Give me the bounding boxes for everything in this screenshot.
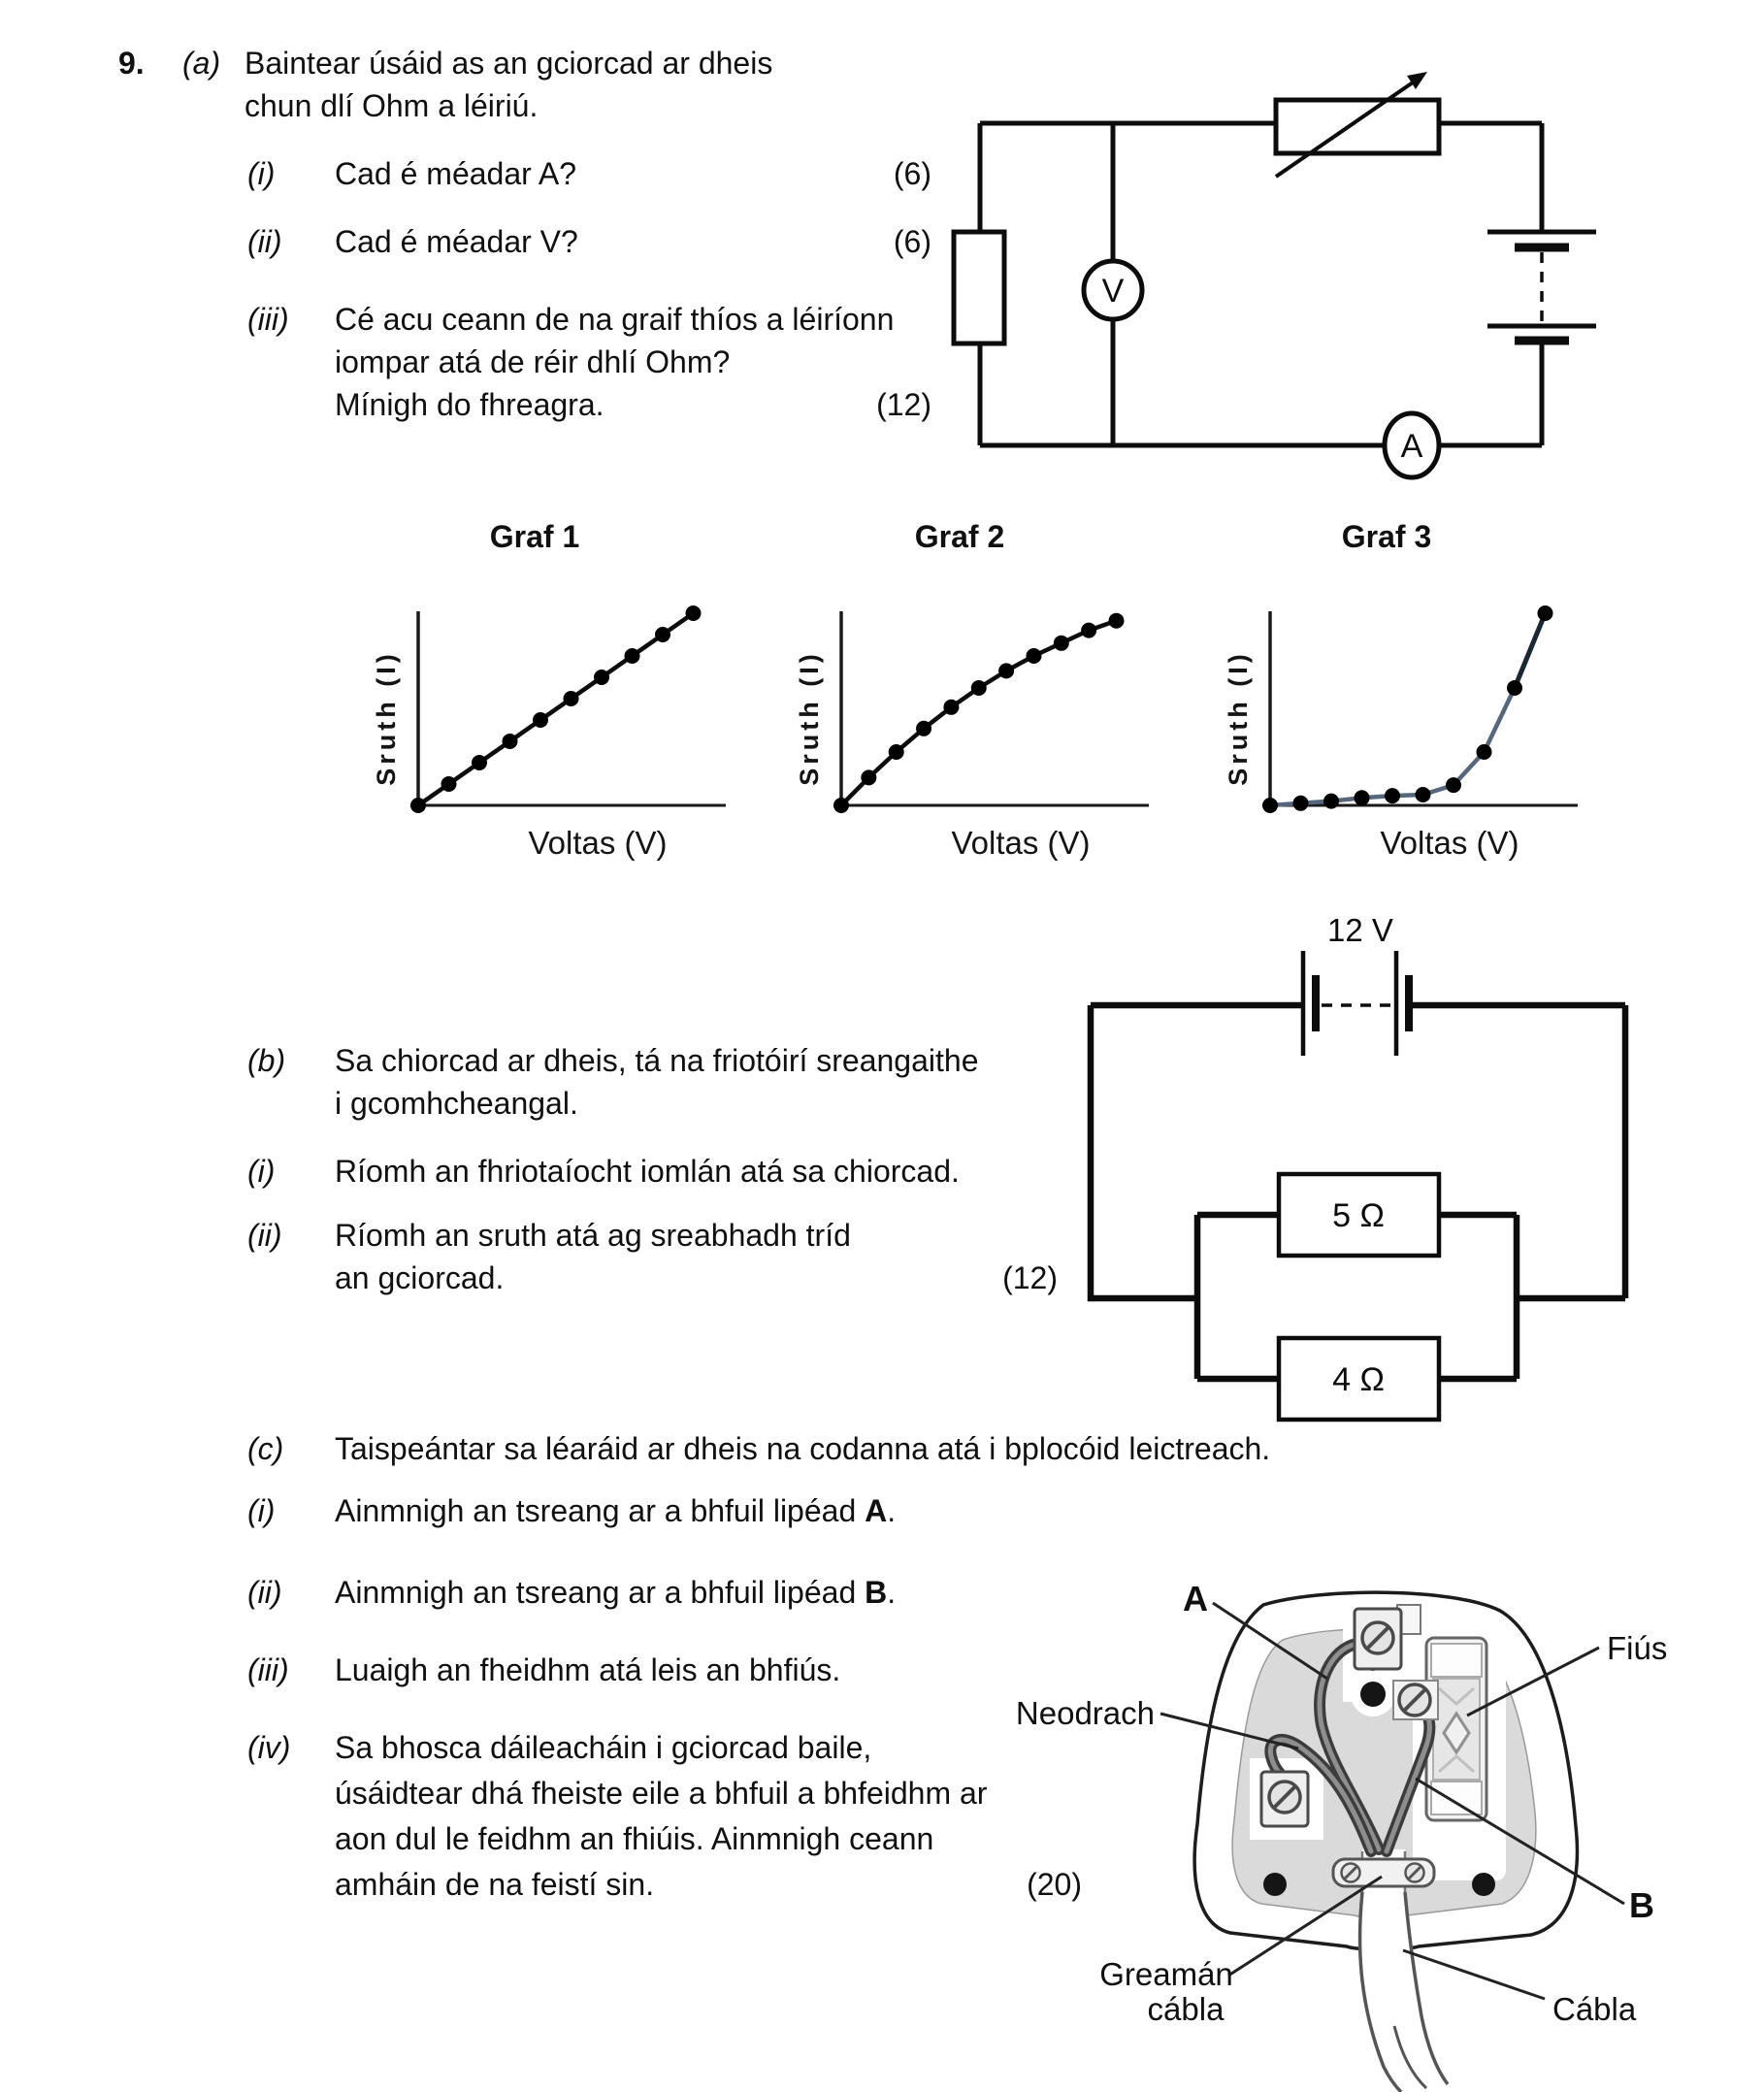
c-item-iii-text: Luaigh an fheidhm atá leis an bhfiús. bbox=[335, 1652, 841, 1687]
data-point bbox=[943, 700, 959, 715]
plug-label-b: B bbox=[1629, 1885, 1654, 1925]
data-point bbox=[564, 691, 579, 706]
voltmeter-label: V bbox=[1101, 273, 1125, 310]
data-point bbox=[594, 670, 609, 685]
c-item-iv-line-2: úsáidtear dhá fheiste eile a bhfuil a bhfeidhm ar bbox=[335, 1776, 988, 1811]
plug-diagram bbox=[970, 1543, 1764, 2092]
ohm-law-circuit-diagram bbox=[946, 58, 1625, 490]
data-point bbox=[1446, 777, 1461, 793]
item-iii-line-3: Mínigh do fhreagra. bbox=[335, 387, 604, 422]
resistor-icon bbox=[954, 232, 1004, 343]
c-item-iii-label: (iii) bbox=[247, 1652, 289, 1687]
part-a-label: (a) bbox=[182, 46, 221, 81]
c-item-iv-marks: (20) bbox=[1027, 1867, 1082, 1902]
neutral-pin-dot bbox=[1263, 1873, 1287, 1896]
wire-letter-a: A bbox=[865, 1493, 888, 1528]
battery-icon bbox=[1487, 232, 1596, 341]
c-item-iv-label: (iv) bbox=[247, 1730, 291, 1765]
x-axis-label: Voltas (V) bbox=[951, 825, 1091, 861]
plug-label-neodrach: Neodrach bbox=[1015, 1695, 1155, 1731]
data-point bbox=[1262, 798, 1278, 813]
parallel-resistors-circuit-diagram bbox=[1077, 902, 1640, 1431]
wire-letter-b: B bbox=[865, 1575, 888, 1610]
x-axis-label: Voltas (V) bbox=[1380, 825, 1519, 861]
data-point bbox=[1477, 744, 1492, 760]
b-item-ii-line-2: an gciorcad. bbox=[335, 1260, 505, 1295]
data-point bbox=[889, 744, 904, 760]
item-i-marks: (6) bbox=[893, 156, 931, 191]
item-i-label: (i) bbox=[247, 156, 276, 191]
b-item-i-text: Ríomh an fhriotaíocht iomlán atá sa chiorcad. bbox=[335, 1154, 960, 1189]
plug-label-greaman-line-1: Greamán bbox=[1099, 1956, 1233, 1992]
plug-label-greaman-line-2: cábla bbox=[1147, 1991, 1225, 2027]
item-ii-label: (ii) bbox=[247, 224, 282, 259]
data-point bbox=[655, 627, 670, 642]
earth-pin-dot bbox=[1360, 1682, 1386, 1707]
series-line bbox=[841, 621, 1117, 805]
y-axis-label: Sruth (I) bbox=[795, 650, 824, 786]
data-point bbox=[1385, 788, 1400, 803]
resistor-4-ohm-label: 4 Ω bbox=[1332, 1361, 1385, 1398]
series-graf-1 bbox=[410, 605, 702, 813]
series-line bbox=[418, 613, 694, 805]
series-line bbox=[1270, 613, 1546, 805]
battery-voltage-label: 12 V bbox=[1327, 912, 1393, 948]
data-point bbox=[686, 605, 702, 621]
plug-label-a: A bbox=[1183, 1579, 1208, 1618]
ammeter-label: A bbox=[1400, 428, 1423, 465]
graf-2-plot bbox=[793, 572, 1171, 873]
item-iii-line-1: Cé acu ceann de na graif thíos a léiríonn bbox=[335, 302, 895, 337]
leader-cabla bbox=[1403, 1950, 1545, 1999]
graf-1-title: Graf 1 bbox=[489, 519, 580, 554]
data-point bbox=[1081, 623, 1096, 638]
data-point bbox=[441, 776, 457, 792]
c-item-ii-text: Ainmnigh an tsreang ar a bhfuil lipéad B. bbox=[335, 1575, 897, 1610]
graf-3-title: Graf 3 bbox=[1341, 519, 1432, 554]
c-item-ii-label: (ii) bbox=[247, 1575, 282, 1610]
part-a-line-2: chun dlí Ohm a léiriú. bbox=[245, 88, 539, 123]
graf-1-plot bbox=[370, 572, 748, 873]
data-point bbox=[1416, 787, 1431, 802]
item-ii-marks: (6) bbox=[893, 224, 931, 259]
live-terminal bbox=[1393, 1681, 1438, 1719]
y-axis-label: Sruth (I) bbox=[372, 650, 401, 786]
b-item-ii-line-1: Ríomh an sruth atá ag sreabhadh tríd bbox=[335, 1218, 851, 1253]
data-point bbox=[998, 663, 1014, 678]
b-item-ii-marks: (12) bbox=[1002, 1260, 1058, 1295]
data-point bbox=[1109, 613, 1125, 629]
variable-resistor-icon bbox=[1276, 100, 1439, 153]
b-item-i-label: (i) bbox=[247, 1154, 276, 1189]
part-a-line-1: Baintear úsáid as an gciorcad ar dheis bbox=[245, 46, 773, 81]
c-item-iv-line-1: Sa bhosca dáileacháin i gciorcad baile, bbox=[335, 1730, 872, 1765]
x-axis-label: Voltas (V) bbox=[528, 825, 668, 861]
c-item-iv-line-3: aon dul le feidhm an fhiúis. Ainmnigh ceann bbox=[335, 1821, 934, 1856]
plug-label-fius: Fiús bbox=[1607, 1630, 1668, 1666]
data-point bbox=[1293, 796, 1309, 811]
wire-right bbox=[1517, 1005, 1625, 1298]
c-item-iv-line-4: amháin de na feistí sin. bbox=[335, 1867, 655, 1902]
data-point bbox=[1054, 636, 1069, 651]
part-b-label: (b) bbox=[247, 1043, 286, 1078]
neutral-terminal bbox=[1261, 1772, 1308, 1826]
item-iii-line-2: iompar atá de réir dhlí Ohm? bbox=[335, 344, 731, 379]
data-point bbox=[533, 712, 548, 728]
resistor-5-ohm-label: 5 Ω bbox=[1332, 1197, 1385, 1234]
plug-label-cabla: Cábla bbox=[1552, 1991, 1637, 2027]
data-point bbox=[625, 648, 640, 664]
live-pin-dot bbox=[1472, 1873, 1495, 1896]
c-item-i-text: Ainmnigh an tsreang ar a bhfuil lipéad A. bbox=[335, 1493, 897, 1528]
series-graf-2 bbox=[833, 613, 1125, 813]
question-number: 9. bbox=[118, 46, 145, 81]
series-graf-3 bbox=[1262, 605, 1553, 813]
y-axis-label: Sruth (I) bbox=[1224, 650, 1253, 786]
data-point bbox=[1323, 794, 1339, 809]
part-c-label: (c) bbox=[247, 1431, 284, 1466]
battery-icon bbox=[1303, 951, 1409, 1056]
data-point bbox=[472, 755, 487, 770]
data-point bbox=[833, 798, 849, 813]
data-point bbox=[1538, 605, 1553, 621]
part-c-text: Taispeántar sa léaráid ar dheis na codanna atá i bplocóid leictreach. bbox=[335, 1431, 1271, 1466]
graf-2-title: Graf 2 bbox=[914, 519, 1005, 554]
data-point bbox=[1507, 680, 1522, 696]
series-line-tail bbox=[1515, 613, 1546, 688]
c-item-i-label: (i) bbox=[247, 1493, 276, 1528]
data-point bbox=[1355, 790, 1370, 805]
graf-3-plot bbox=[1222, 572, 1600, 873]
part-b-line-2: i gcomhcheangal. bbox=[335, 1086, 578, 1121]
data-point bbox=[916, 721, 931, 736]
data-point bbox=[1026, 648, 1041, 664]
part-b-line-1: Sa chiorcad ar dheis, tá na friotóirí sreangaithe bbox=[335, 1043, 979, 1078]
item-iii-label: (iii) bbox=[247, 302, 289, 337]
cable-grip bbox=[1333, 1859, 1434, 1886]
item-ii-text: Cad é méadar V? bbox=[335, 224, 578, 259]
item-i-text: Cad é méadar A? bbox=[335, 156, 577, 191]
data-point bbox=[971, 680, 987, 696]
item-iii-marks: (12) bbox=[876, 387, 931, 422]
b-item-ii-label: (ii) bbox=[247, 1218, 282, 1253]
data-point bbox=[861, 769, 876, 785]
data-point bbox=[503, 734, 518, 749]
data-point bbox=[410, 798, 426, 813]
wire-left bbox=[1091, 1005, 1197, 1298]
